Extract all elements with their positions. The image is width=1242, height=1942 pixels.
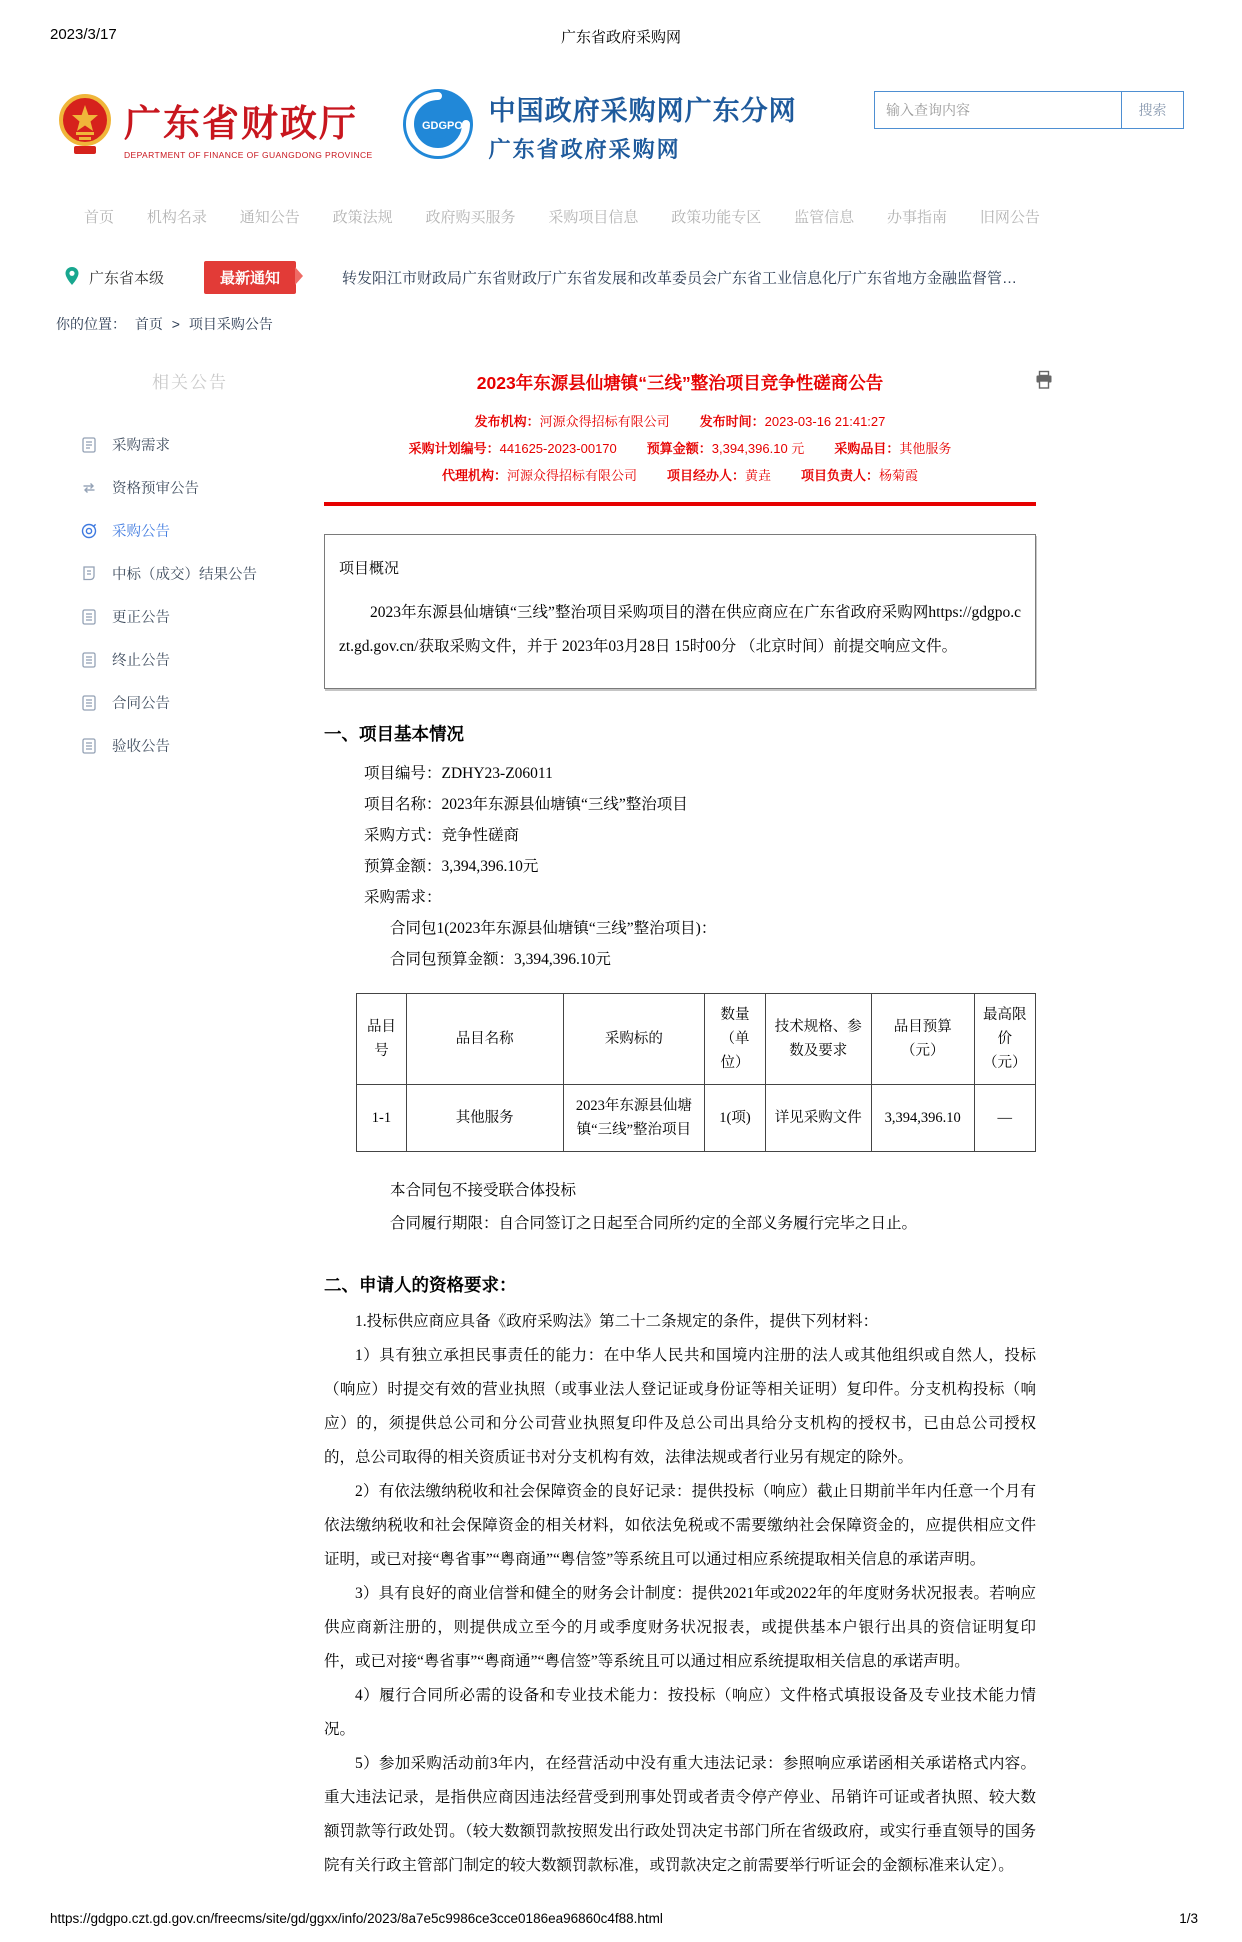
sync-arrows-icon [80,479,98,497]
col-price-ceiling: 最高限价（元） [974,994,1035,1085]
target-icon [80,522,98,540]
meta-label: 项目负责人： [801,468,880,483]
sidebar-list [56,423,324,767]
sidebar-item-award-result-notice[interactable] [80,552,324,595]
procurement-items-table [356,993,1036,1152]
cell-price-ceiling: — [974,1085,1035,1152]
site-title-line1: 中国政府采购网广东分网 [488,96,797,126]
field-procurement-demand: 采购需求： [364,889,442,906]
meta-value: 其他服务 [899,441,952,456]
meta-value: 黄垚 [745,468,772,483]
sidebar-item-label: 资格预审公告 [112,481,199,497]
project-fields [324,758,1036,975]
contract-package-line: 合同包1(2023年东源县仙塘镇“三线”整治项目)： [390,920,717,937]
print-page-title: 广东省政府采购网 [560,29,681,46]
sidebar-item-prequalification-notice[interactable] [80,466,324,509]
nav-item-notices[interactable]: 通知公告 [239,209,300,226]
sidebar-item-procurement-notice[interactable] [80,509,324,552]
note-contract-duration: 合同履行期限：自合同签订之日起至合同所约定的全部义务履行完毕之日止。 [390,1215,918,1232]
sidebar-item-acceptance-notice[interactable] [80,724,324,767]
meta-row [324,438,1036,457]
meta-value: 杨菊霞 [879,468,919,483]
meta-pair [442,465,637,484]
cell-quantity: 1(项) [705,1085,765,1152]
field-budget-amount: 预算金额：3,394,396.10元 [364,858,539,875]
sidebar-item-label: 验收公告 [112,739,170,755]
meta-value: 河源众得招标有限公司 [506,468,637,483]
paragraph: 1.投标供应商应具备《政府采购法》第二十二条规定的条件，提供下列材料： [355,1313,879,1330]
content-area [0,334,1242,1883]
sidebar-related-notices [56,342,324,1883]
sidebar-item-label: 中标（成交）结果公告 [112,567,257,583]
sidebar-item-label: 采购需求 [112,438,170,454]
meta-pair [700,411,886,430]
col-item-number: 品目号 [357,994,407,1085]
meta-pair [475,411,670,430]
document-flip-icon [80,565,98,583]
gdgpo-logo-icon [401,87,475,166]
col-item-budget: 品目预算（元） [871,994,974,1085]
nav-item-old-site[interactable]: 旧网公告 [979,209,1040,226]
document-lines-icon [80,737,98,755]
sidebar-item-label: 终止公告 [112,653,170,669]
col-procurement-subject: 采购标的 [563,994,705,1085]
contract-package-budget: 合同包预算金额：3,394,396.10元 [390,951,611,968]
meta-label: 代理机构： [441,468,507,483]
department-subtitle: DEPARTMENT OF FINANCE OF GUANGDONG PROVINCE [124,150,373,160]
meta-row [324,411,1036,430]
meta-row [324,465,1036,484]
nav-item-guide[interactable]: 办事指南 [887,209,948,226]
overview-heading: 项目概况 [339,561,400,577]
table-header-row [357,994,1036,1085]
cell-tech-specs: 详见采购文件 [765,1085,871,1152]
region-label[interactable]: 广东省本级 [89,270,165,287]
section1-heading: 一、项目基本情况 [324,724,464,744]
breadcrumb-home-link[interactable]: 首页 [134,316,163,332]
col-quantity: 数量（单位） [705,994,765,1085]
sidebar-item-label: 合同公告 [112,696,170,712]
nav-item-policies[interactable]: 政策法规 [332,209,393,226]
site-title-line2: 广东省政府采购网 [488,137,681,162]
printer-icon[interactable] [1034,370,1054,393]
department-title: 广东省财政厅 [124,104,358,145]
meta-pair [647,438,805,457]
sidebar-title: 相关公告 [152,373,228,392]
project-overview-box [324,534,1036,689]
note-no-consortium: 本合同包不接受联合体投标 [390,1182,577,1199]
nav-item-policy-zone[interactable]: 政策功能专区 [671,209,762,226]
meta-label: 采购计划编号： [408,441,500,456]
sidebar-item-correction-notice[interactable] [80,595,324,638]
meta-value: 2023-03-16 21:41:27 [764,414,886,429]
cell-item-budget: 3,394,396.10 [871,1085,974,1152]
meta-value: 441625-2023-00170 [499,441,617,456]
field-project-number: 项目编号：ZDHY23-Z06011 [364,765,553,782]
notice-marquee-link[interactable]: 转发阳江市财政局广东省财政厅广东省发展和改革委员会广东省工业信息化厅广东省地方金融监督管… [342,270,1018,287]
nav-item-gov-purchase-service[interactable]: 政府购买服务 [425,209,516,226]
article-title: 2023年东源县仙塘镇“三线”整治项目竞争性磋商公告 [476,373,884,393]
meta-value: 3,394,396.10 元 [711,441,805,456]
cell-item-number: 1-1 [357,1085,407,1152]
search-box [874,91,1184,129]
document-icon [80,436,98,454]
paragraph: 5）参加采购活动前3年内，在经营活动中没有重大违法记录：参照响应承诺函相关承诺格式内容。重大违法记录，是指供应商因违法经营受到刑事处罚或者责令停产停业、吊销许可证或者执照、较大数额罚款等行政处罚。（较大数额罚款按照发出行政处罚决定书部门所在省级政府，或实行垂直领导的国务院有关行政主管部门制定的较大数额罚款标准，或罚款决定之前需要举行听证会的金额标准来认定）。 [324,1755,1036,1874]
table-row [357,1085,1036,1152]
meta-pair [667,465,771,484]
nav-item-procurement-info[interactable]: 采购项目信息 [548,209,639,226]
col-tech-specs: 技术规格、参数及要求 [765,994,871,1085]
red-divider [324,502,1036,506]
cell-procurement-subject: 2023年东源县仙塘镇“三线”整治项目 [563,1085,705,1152]
search-button[interactable]: 搜索 [1121,92,1183,128]
sidebar-item-label: 更正公告 [112,610,170,626]
meta-label: 采购品目： [834,441,900,456]
meta-label: 预算金额： [646,441,712,456]
national-emblem-icon [56,92,114,161]
document-lines-icon [80,694,98,712]
location-pin-icon [64,266,80,290]
qualification-paragraphs [324,1305,1036,1883]
sidebar-item-label: 采购公告 [112,524,170,540]
paragraph: 4）履行合同所必需的设备和专业技术能力：按投标（响应）文件格式填报设备及专业技术能力情况。 [324,1687,1036,1738]
print-footer-url: https://gdgpo.czt.gd.gov.cn/freecms/site/gd/ggxx/info/2023/8a7e5c9986ce3cce0186ea96860c4f88.html [50,1911,663,1926]
meta-pair [801,465,918,484]
site-titles [489,89,797,164]
article [324,342,1036,1883]
paragraph: 1）具有独立承担民事责任的能力：在中华人民共和国境内注册的法人或其他组织或自然人，投标（响应）时提交有效的营业执照（或事业法人登记证或身份证等相关证明）复印件。分支机构投标（响应）的，须提供总公司和分公司营业执照复印件及总公司出具给分支机构的授权书，已由总公司授权的，总公司取得的相关资质证书对分支机构有效，法律法规或者行业另有规定的除外。 [324,1347,1036,1466]
site-header [0,47,1242,166]
overview-body: 2023年东源县仙塘镇“三线”整治项目采购项目的潜在供应商应在广东省政府采购网https://gdgpo.czt.gd.gov.cn/获取采购文件，并于 2023年03月28日 15时00分 （北京时间）前提交响应文件。 [339,604,1021,655]
section2-heading: 二、申请人的资格要求： [324,1275,517,1295]
print-header [0,0,1242,47]
document-lines-icon [80,608,98,626]
nav-item-org-directory[interactable]: 机构名录 [146,209,207,226]
notice-bar [0,227,1242,294]
meta-pair [409,438,617,457]
search-input[interactable] [875,92,1121,128]
article-meta [324,411,1036,484]
breadcrumb-current: 项目采购公告 [188,316,273,332]
meta-label: 项目经办人： [666,468,745,483]
print-footer-page: 1/3 [1179,1911,1198,1926]
meta-value: 河源众得招标有限公司 [539,414,670,429]
document-lines-icon [80,651,98,669]
gdgpo-logo-label: GDGPO [421,120,463,132]
sidebar-item-procurement-demand[interactable] [80,423,324,466]
sidebar-item-contract-notice[interactable] [80,681,324,724]
main-nav [0,166,1242,227]
paragraph: 3）具有良好的商业信誉和健全的财务会计制度：提供2021年或2022年的年度财务状况报表。若响应供应商新注册的，则提供成立至今的月或季度财务状况报表，或提供基本户银行出具的资信证明复印件，或已对接“粤省事”“粤商通”“粤信签”等系统且可以通过相应系统提取相关信息的承诺声明。 [324,1585,1036,1670]
nav-item-supervision[interactable]: 监管信息 [794,209,855,226]
sidebar-item-termination-notice[interactable] [80,638,324,681]
cell-item-name: 其他服务 [406,1085,563,1152]
table-notes [324,1174,1036,1240]
field-project-name: 项目名称：2023年东源县仙塘镇“三线”整治项目 [364,796,688,813]
field-procurement-method: 采购方式：竞争性磋商 [364,827,520,844]
breadcrumb-separator: > [171,316,180,332]
breadcrumb-prefix: 你的位置： [56,316,126,332]
paragraph: 2）有依法缴纳税收和社会保障资金的良好记录：提供投标（响应）截止日期前半年内任意一个月有依法缴纳税收和社会保障资金的相关材料，如依法免税或不需要缴纳社会保障资金的，应提供相应文件证明，或已对接“粤省事”“粤商通”“粤信签”等系统且可以通过相应系统提取相关信息的承诺声明。 [324,1483,1036,1568]
department-logo-text [124,93,373,160]
meta-pair [834,438,951,457]
breadcrumb [0,294,1242,334]
col-item-name: 品目名称 [406,994,563,1085]
print-date: 2023/3/17 [50,26,117,43]
nav-item-home[interactable]: 首页 [84,209,115,226]
print-footer [0,1883,1242,1942]
meta-label: 发布机构： [474,414,540,429]
latest-notice-badge: 最新通知 [204,261,296,294]
meta-label: 发布时间： [699,414,765,429]
